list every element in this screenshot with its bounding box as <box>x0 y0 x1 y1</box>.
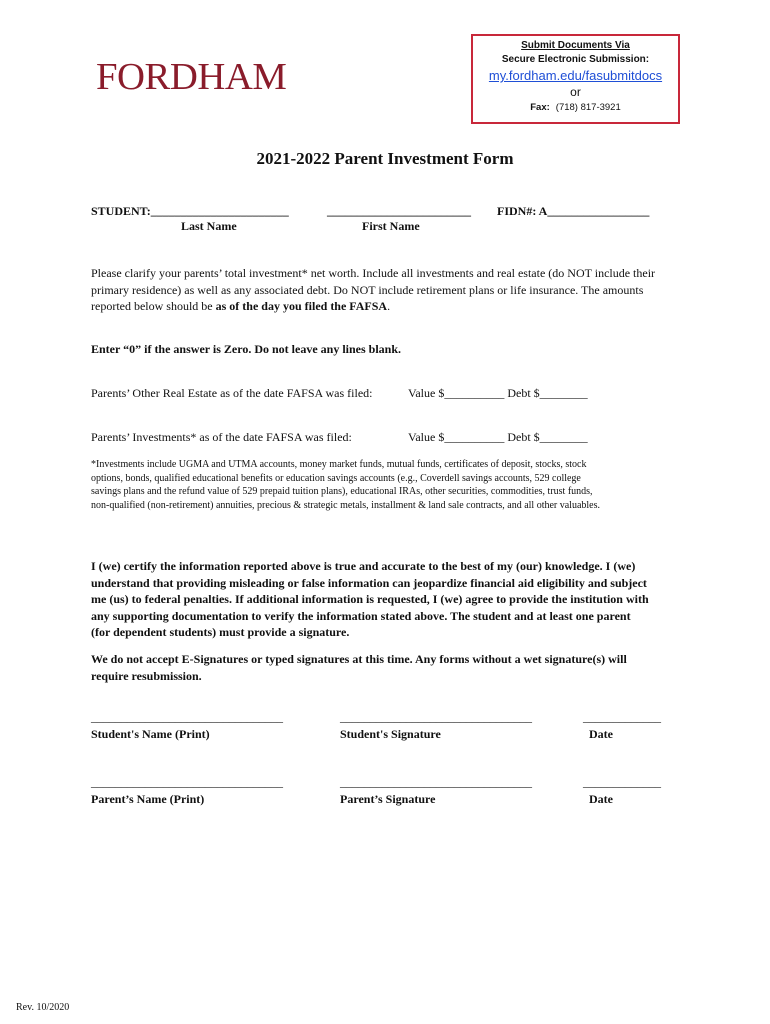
parent-date-line[interactable]: _____________ <box>583 775 661 789</box>
fidn-field[interactable]: FIDN#: A_________________ <box>497 204 650 218</box>
cert-line: (for dependent students) must provide a signature. <box>91 625 350 639</box>
student-signature-line[interactable]: ________________________________ <box>340 710 532 724</box>
submit-documents-box <box>471 34 680 124</box>
student-date-line[interactable]: _____________ <box>583 710 661 724</box>
parent-date-caption: Date <box>589 792 613 806</box>
esignature-notice <box>91 651 691 684</box>
submit-box-subheading: Secure Electronic Submission: <box>501 54 650 65</box>
esig-line: We do not accept E-Signatures or typed signatures at this time. Any forms without a wet signature(s) will <box>91 652 627 666</box>
first-name-caption: First Name <box>362 219 420 233</box>
parent-signature-line[interactable]: ________________________________ <box>340 775 532 789</box>
footnote-line: options, bonds, qualified educational benefits or education savings accounts (e.g., Coverdell savings accounts, 529 college <box>91 472 581 484</box>
student-name-caption: Student's Name (Print) <box>91 727 210 741</box>
parent-name-caption: Parent’s Name (Print) <box>91 792 205 806</box>
intro-paragraph <box>91 265 691 315</box>
cert-line: any supporting documentation to verify the information stated above. The student and at least one parent <box>91 608 631 623</box>
student-field[interactable]: STUDENT:_______________________ <box>91 204 289 218</box>
parent-signature-caption: Parent’s Signature <box>340 792 436 806</box>
intro-line: Please clarify your parents’ total investment* net worth. Include all investments and real estate (do NOT include their <box>91 266 656 280</box>
submit-box-or: or <box>570 85 581 99</box>
fax-label: Fax: <box>530 102 550 113</box>
footnote-line: savings plans and the refund value of 529 prepaid tuition plans), educational IRAs, other securities, commodities, trust funds, <box>91 486 593 497</box>
intro-line: reported below should be as of the day you filed the FAFSA. <box>91 299 391 313</box>
real-estate-label: Parents’ Other Real Estate as of the date FAFSA was filed: <box>91 386 373 400</box>
fax-line <box>473 102 678 113</box>
student-signature-caption: Student's Signature <box>340 727 441 741</box>
revision-date: Rev. 10/2020 <box>16 1002 70 1013</box>
fordham-logo: FORDHAM <box>96 56 287 98</box>
certification-paragraph <box>91 558 691 641</box>
cert-line: me (us) to federal penalties. If additional information is requested, I (we) agree to provide the institution with <box>91 592 649 606</box>
cert-line: understand that providing misleading or false information can jeopardize financial aid eligibility and subject <box>91 575 647 590</box>
fax-number: (718) 817-3921 <box>555 102 621 113</box>
first-name-field[interactable]: ________________________ <box>327 204 471 218</box>
last-name-caption: Last Name <box>181 219 237 233</box>
footnote-line: *Investments include UGMA and UTMA accounts, money market funds, mutual funds, certificates of deposit, stocks, stock <box>91 459 587 470</box>
submission-link[interactable]: my.fordham.edu/fasubmitdocs <box>488 68 663 83</box>
fafsa-date-emphasis: as of the day you filed the FAFSA <box>215 299 388 313</box>
parent-name-line[interactable]: ________________________________ <box>91 775 283 789</box>
investments-label: Parents’ Investments* as of the date FAFSA was filed: <box>91 430 352 444</box>
investments-footnote <box>91 458 691 512</box>
esig-line: require resubmission. <box>91 668 202 683</box>
real-estate-value-debt-fields[interactable]: Value $__________ Debt $________ <box>408 386 588 400</box>
student-date-caption: Date <box>589 727 613 741</box>
footnote-line: non-qualified (non-retirement) annuities, precious & strategic metals, installment & land sale contracts, and all other valuables. <box>91 499 601 511</box>
investments-value-debt-fields[interactable]: Value $__________ Debt $________ <box>408 430 588 444</box>
cert-line: I (we) certify the information reported above is true and accurate to the best of my (our) knowledge. I (we) <box>91 559 636 573</box>
form-title: 2021-2022 Parent Investment Form <box>256 149 514 168</box>
intro-line: primary residence) as well as any associated debt. Do NOT include retirement plans or life insurance. The amounts <box>91 282 644 297</box>
student-name-line[interactable]: ________________________________ <box>91 710 283 724</box>
instruction-text: Enter “0” if the answer is Zero. Do not leave any lines blank. <box>91 342 402 356</box>
submit-box-heading: Submit Documents Via <box>521 40 630 51</box>
